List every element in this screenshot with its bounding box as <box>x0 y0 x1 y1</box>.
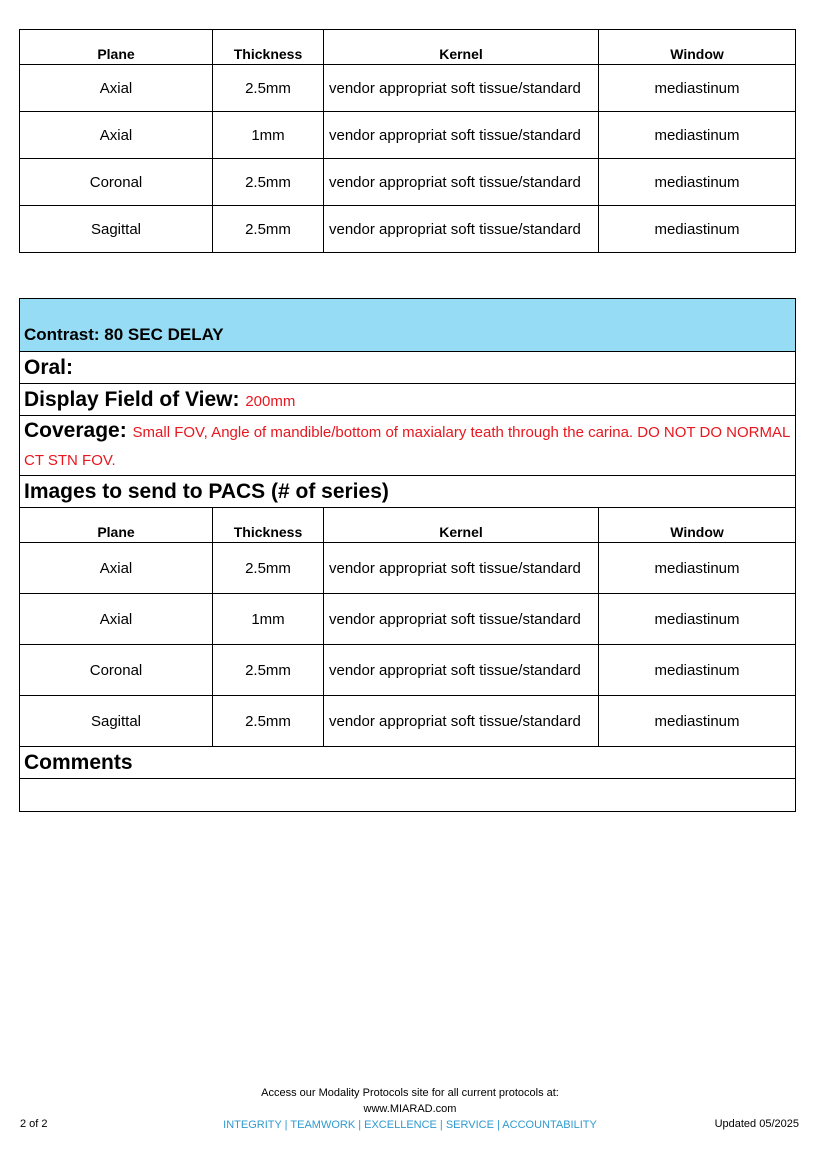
contrast-row <box>20 299 796 352</box>
cell-kernel: vendor appropriat soft tissue/standard <box>324 159 599 206</box>
updated-date: Updated 05/2025 <box>714 1118 799 1130</box>
cell-kernel: vendor appropriat soft tissue/standard <box>324 645 599 696</box>
coverage-label: Coverage: <box>24 419 127 442</box>
cell-window: mediastinum <box>599 159 796 206</box>
cell-window: mediastinum <box>599 543 796 594</box>
header-thickness: Thickness <box>213 30 324 65</box>
comments-body <box>20 779 796 812</box>
cell-window: mediastinum <box>599 696 796 747</box>
dfov-label: Display Field of View: <box>24 387 240 411</box>
cell-plane: Axial <box>20 112 213 159</box>
cell-kernel: vendor appropriat soft tissue/standard <box>324 112 599 159</box>
coverage-value: Small FOV, Angle of mandible/bottom of maxialary teath through the carina. DO NOT DO NORMAL CT STN FOV. <box>24 424 790 469</box>
header-window: Window <box>599 30 796 65</box>
cell-kernel: vendor appropriat soft tissue/standard <box>324 65 599 112</box>
header-kernel: Kernel <box>324 508 599 543</box>
comments-row <box>20 747 796 779</box>
header-plane: Plane <box>20 508 213 543</box>
page-number: 2 of 2 <box>20 1118 48 1130</box>
footer-website: www.MIARAD.com <box>363 1103 457 1115</box>
cell-plane: Axial <box>20 594 213 645</box>
dfov-cell <box>20 384 796 416</box>
table-row <box>20 645 796 696</box>
cell-plane: Axial <box>20 65 213 112</box>
header-plane: Plane <box>20 30 213 65</box>
cell-thickness: 1mm <box>213 112 324 159</box>
protocol-section-table <box>19 298 796 812</box>
coverage-cell <box>20 416 796 476</box>
table-row <box>20 543 796 594</box>
oral-label: Oral: <box>20 352 796 384</box>
cell-plane: Sagittal <box>20 206 213 253</box>
contrast-label: Contrast: 80 SEC DELAY <box>20 299 796 352</box>
cell-kernel: vendor appropriat soft tissue/standard <box>324 206 599 253</box>
cell-kernel: vendor appropriat soft tissue/standard <box>324 696 599 747</box>
table-row <box>20 65 796 112</box>
table-header-row <box>20 508 796 543</box>
comments-label: Comments <box>20 747 796 779</box>
cell-window: mediastinum <box>599 65 796 112</box>
series-table-top <box>19 29 796 253</box>
cell-window: mediastinum <box>599 645 796 696</box>
cell-thickness: 2.5mm <box>213 696 324 747</box>
header-window: Window <box>599 508 796 543</box>
cell-plane: Sagittal <box>20 696 213 747</box>
cell-thickness: 1mm <box>213 594 324 645</box>
table-row <box>20 594 796 645</box>
table-row <box>20 696 796 747</box>
dfov-value: 200mm <box>245 392 296 410</box>
footer-values: INTEGRITY | TEAMWORK | EXCELLENCE | SERVICE | ACCOUNTABILITY <box>223 1119 597 1131</box>
cell-window: mediastinum <box>599 112 796 159</box>
cell-plane: Coronal <box>20 159 213 206</box>
cell-window: mediastinum <box>599 206 796 253</box>
cell-window: mediastinum <box>599 594 796 645</box>
dfov-row <box>20 384 796 416</box>
header-kernel: Kernel <box>324 30 599 65</box>
cell-thickness: 2.5mm <box>213 65 324 112</box>
oral-row <box>20 352 796 384</box>
table-header-row <box>20 30 796 65</box>
cell-plane: Axial <box>20 543 213 594</box>
cell-kernel: vendor appropriat soft tissue/standard <box>324 543 599 594</box>
cell-kernel: vendor appropriat soft tissue/standard <box>324 594 599 645</box>
table-row <box>20 206 796 253</box>
cell-thickness: 2.5mm <box>213 206 324 253</box>
coverage-row <box>20 416 796 476</box>
table-row <box>20 112 796 159</box>
cell-thickness: 2.5mm <box>213 645 324 696</box>
images-row <box>20 476 796 508</box>
comments-body-row <box>20 779 796 812</box>
images-label: Images to send to PACS (# of series) <box>20 476 796 508</box>
cell-plane: Coronal <box>20 645 213 696</box>
footer-access-text: Access our Modality Protocols site for all current protocols at: <box>261 1087 559 1099</box>
table-row <box>20 159 796 206</box>
cell-thickness: 2.5mm <box>213 159 324 206</box>
cell-thickness: 2.5mm <box>213 543 324 594</box>
header-thickness: Thickness <box>213 508 324 543</box>
